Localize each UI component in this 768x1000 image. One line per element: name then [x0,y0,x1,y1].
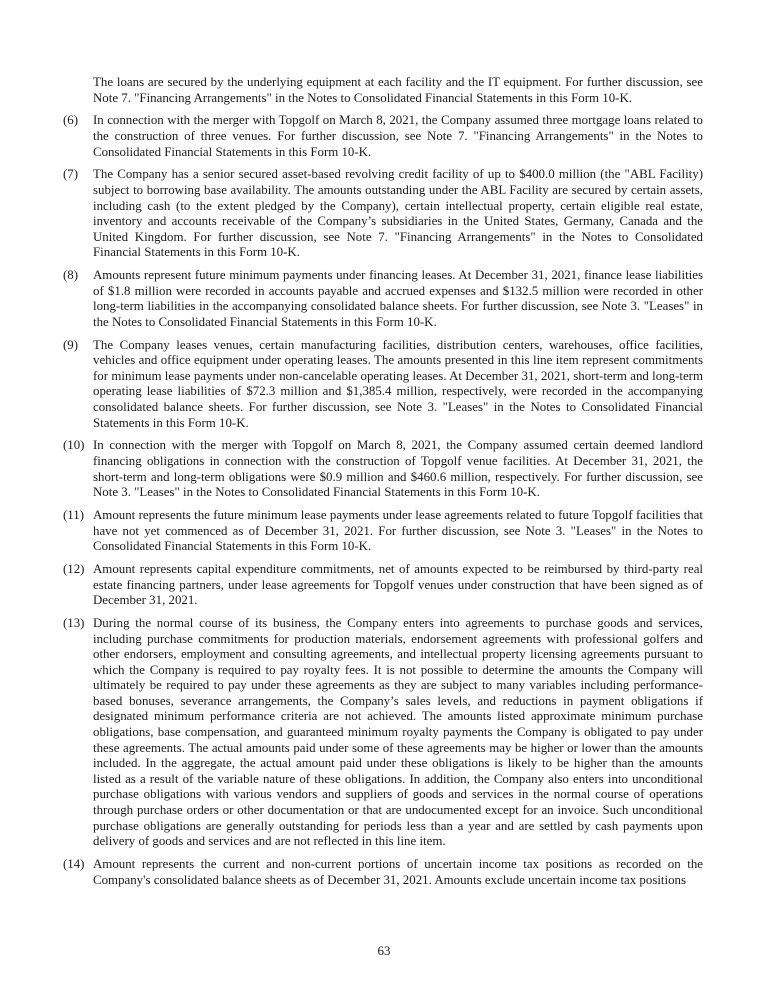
footnote-number: (13) [63,615,85,630]
footnote-number: (8) [63,268,79,283]
continued-footnote-text: The loans are secured by the underlying equipment at each facility and the IT equipment. For further discussion, see Note 7. "Financing Arrangements" in the Notes to Consolidated Financial Statements in this Form 10-K. [93,75,703,105]
footnote-text: Amount represents the current and non-current portions of uncertain income tax positions as recorded on the Company's consolidated balance sheets as of December 31, 2021. Amounts exclude uncertain income tax positions [93,857,703,887]
footnote-9 [63,338,703,432]
footnote-text: The Company leases venues, certain manufacturing facilities, distribution centers, warehouses, office facilities, vehicles and office equipment under operating leases. The amounts presented in this line item represent commitments for minimum lease payments under non-cancelable operating leases. At December 31, 2021, short-term and long-term operating lease liabilities of $72.3 million and $1,385.4 million, respectively, were recorded in the accompanying consolidated balance sheets. For further discussion, see Note 3. "Leases" in the Notes to Consolidated Financial Statements in this Form 10-K. [93,337,703,430]
footnote-10 [63,438,703,500]
footnote-6 [63,113,703,160]
footnote-text: Amount represents the future minimum lease payments under lease agreements related to future Topgolf facilities that have not yet commenced as of December 31, 2021. For further discussion, see Note 3. "Leases" in the Notes to Consolidated Financial Statements in this Form 10-K. [93,507,703,554]
footnote-number: (14) [63,857,85,871]
page-number: 63 [377,944,391,958]
document-page [63,75,703,895]
footnote-number: (7) [63,167,79,182]
footnote-number: (9) [63,337,79,352]
footnote-number: (11) [63,507,84,522]
footnote-text: In connection with the merger with Topgolf on March 8, 2021, the Company assumed three mortgage loans related to the construction of three venues. For further discussion, see Note 7. "Financing Arrangements" in the Notes to Consolidated Financial Statements in this Form 10-K. [93,113,703,159]
footnote-text: The Company has a senior secured asset-based revolving credit facility of up to $400.0 million (the "ABL Facility) subject to borrowing base availability. The amounts outstanding under the ABL Facility are secured by certain assets, including cash (to the extent pledged by the Company), certain intellectual property, certain eligible real estate, inventory and accounts receivable of the Company’s subsidiaries in the United States, Germany, Canada and the United Kingdom. For further discussion, see Note 7. "Financing Arrangements" in the Notes to Consolidated Financial Statements in this Form 10-K. [93,167,703,260]
footnote-number: (12) [63,561,85,576]
footnote-11 [63,508,703,555]
footnote-12 [63,562,703,609]
footnote-number: (6) [63,113,79,128]
footnote-8 [63,268,703,330]
footnote-13 [63,616,703,850]
footnote-text: Amount represents capital expenditure commitments, net of amounts expected to be reimbursed by third-party real estate financing partners, under lease agreements for Topgolf venues under construction that have been signed as of December 31, 2021. [93,561,703,608]
footnote-text: In connection with the merger with Topgolf on March 8, 2021, the Company assumed certain deemed landlord financing obligations in connection with the construction of Topgolf venue facilities. At December 31, 2021, the short-term and long-term obligations were $0.9 million and $460.6 million, respectively. For further discussion, see Note 3. "Leases" in the Notes to Consolidated Financial Statements in this Form 10-K. [93,438,703,500]
footnote-text: Amounts represent future minimum payments under financing leases. At December 31, 2021, finance lease liabilities of $1.8 million were recorded in accounts payable and accrued expenses and $132.5 million were recorded in other long-term liabilities in the accompanying consolidated balance sheets. For further discussion, see Note 3. "Leases" in the Notes to Consolidated Financial Statements in this Form 10-K. [93,268,703,329]
footnote-text: During the normal course of its business, the Company enters into agreements to purchase goods and services, including purchase commitments for production materials, endorsement agreements with professional golfers and other endorsers, employment and consulting agreements, and intellectual property licensing agreements pursuant to which the Company is required to pay royalty fees. It is not possible to determine the amounts the Company will ultimately be required to pay under these agreements as they are subject to many variables including performance-based bonuses, severance arrangements, the Company’s sales levels, and reductions in payment obligations if designated minimum performance criteria are not achieved. The amounts listed approximate minimum purchase obligations, base compensation, and guaranteed minimum royalty payments the Company is obligated to pay under these agreements. The actual amounts paid under some of these agreements may be higher or lower than the amounts included. In the aggregate, the actual amount paid under these obligations is likely to be higher than the amounts listed as a result of the variable nature of these obligations. In addition, the Company also enters into unconditional purchase obligations with various vendors and suppliers of goods and services in the normal course of operations through purchase orders or other documentation or that are undocumented except for an invoice. Such unconditional purchase obligations are generally outstanding for periods less than a year and are settled by cash payments upon delivery of goods and services and are not reflected in this line item. [93,615,703,849]
footnote-number: (10) [63,438,85,453]
footnote-14 [63,857,703,888]
footnote-7 [63,167,703,261]
